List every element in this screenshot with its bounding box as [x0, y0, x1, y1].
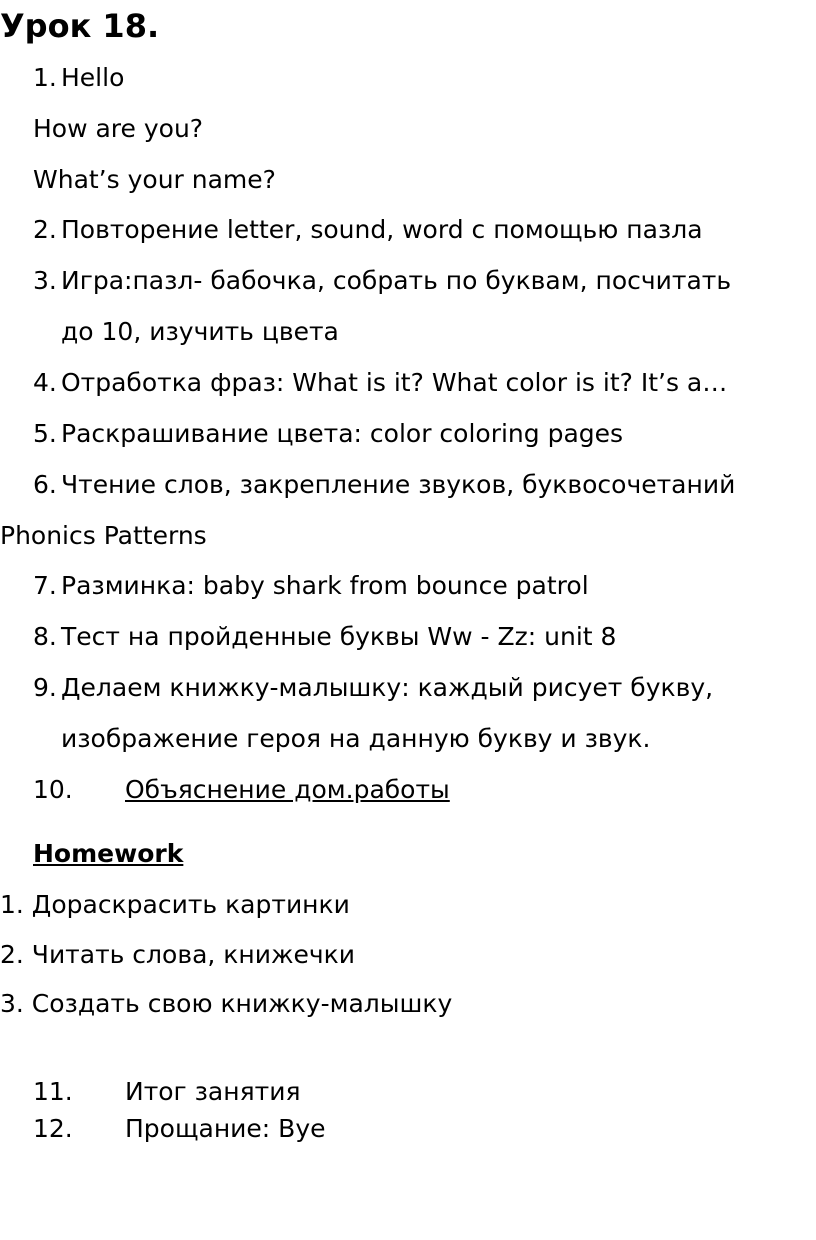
- plan-line-whats-your-name: What’s your name?: [33, 165, 276, 194]
- plan-item-number: 5.: [33, 419, 57, 448]
- plan-item-number: 7.: [33, 571, 57, 600]
- plan-item-number: 4.: [33, 368, 57, 397]
- plan-item-text: Тест на пройденные буквы Ww - Zz: unit 8: [61, 622, 617, 651]
- plan-item-text: Отработка фраз: What is it? What color is it? It’s a…: [61, 368, 728, 397]
- plan-item-text: Разминка: baby shark from bounce patrol: [61, 571, 589, 600]
- plan-item-number: 9.: [33, 673, 57, 702]
- homework-item-3: 3. Создать свою книжку-малышку: [0, 989, 453, 1018]
- plan-item-6-continuation: Phonics Patterns: [0, 521, 207, 550]
- plan-item-text: Игра:пазл- бабочка, собрать по буквам, посчитать: [61, 266, 732, 295]
- plan-item-text: Hello: [61, 63, 125, 92]
- homework-heading: Homework: [33, 839, 184, 868]
- plan-item-number: 3.: [33, 266, 57, 295]
- plan-item-number: 12.: [33, 1114, 73, 1143]
- plan-item-text: Делаем книжку-малышку: каждый рисует букву,: [61, 673, 714, 702]
- plan-item-number: 2.: [33, 215, 57, 244]
- plan-item-number: 1.: [33, 63, 57, 92]
- plan-item-number: 11.: [33, 1077, 73, 1106]
- homework-item-2: 2. Читать слова, книжечки: [0, 940, 355, 969]
- homework-item-1: 1. Дораскрасить картинки: [0, 890, 350, 919]
- plan-item-number: 6.: [33, 470, 57, 499]
- plan-item-number: 10.: [33, 775, 73, 804]
- plan-item-text: Объяснение дом.работы: [125, 775, 450, 804]
- plan-item-text: Итог занятия: [125, 1077, 301, 1106]
- plan-item-text: Раскрашивание цвета: color coloring pages: [61, 419, 624, 448]
- plan-item-9-continuation: изображение героя на данную букву и звук.: [61, 724, 651, 753]
- plan-item-text: Прощание: Bye: [125, 1114, 326, 1143]
- plan-item-text: Чтение слов, закрепление звуков, буквосочетаний: [61, 470, 736, 499]
- plan-item-3-continuation: до 10, изучить цвета: [61, 317, 339, 346]
- lesson-title: Урок 18.: [0, 7, 160, 45]
- plan-item-number: 8.: [33, 622, 57, 651]
- plan-item-text: Повторение letter, sound, word с помощью пазла: [61, 215, 703, 244]
- plan-line-how-are-you: How are you?: [33, 114, 204, 143]
